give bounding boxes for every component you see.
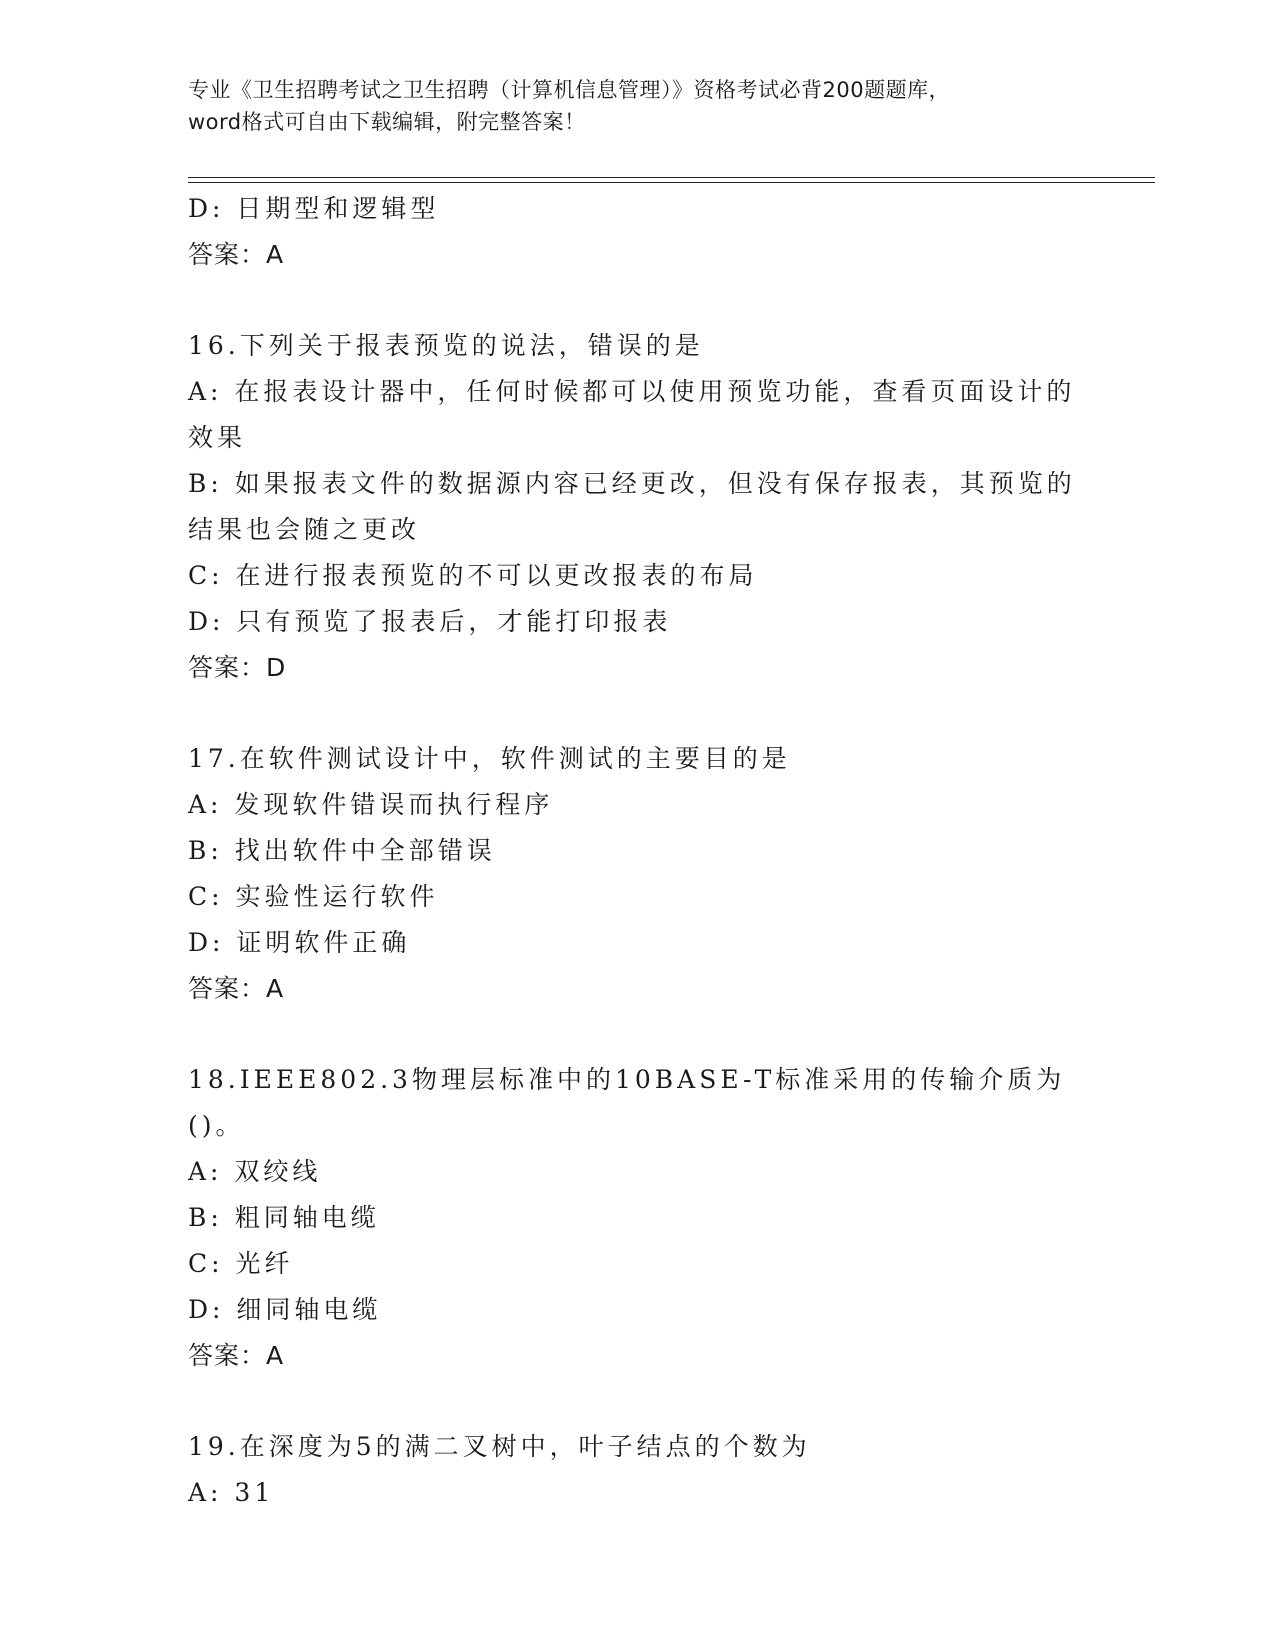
question-18 [188,1057,1088,1379]
option-a: A: 发现软件错误而执行程序 [188,790,554,819]
answer: 答案：A [188,240,285,269]
option-a: A: 双绞线 [188,1157,322,1186]
option-c: C: 光纤 [188,1249,294,1278]
question-16 [188,323,1088,691]
option-a-continued: 效果 [188,423,247,452]
header-line-2: word格式可自由下载编辑，附完整答案！ [188,110,586,134]
header-rule-bottom [188,182,1155,183]
option-d: D: 细同轴电缆 [188,1295,382,1324]
question-stem: 18.IEEE802.3物理层标准中的10BASE-T标准采用的传输介质为()。 [188,1065,1066,1140]
option-b: B: 如果报表文件的数据源内容已经更改，但没有保存报表，其预览的 [188,469,1076,498]
question-17 [188,736,1088,1012]
option-d: D: 只有预览了报表后，才能打印报表 [188,607,672,636]
answer: 答案：A [188,974,285,1003]
question-content [188,186,1088,1516]
option-b: B: 找出软件中全部错误 [188,836,496,865]
option-d: D: 日期型和逻辑型 [188,194,440,223]
question-19 [188,1424,1088,1516]
option-c: C: 实验性运行软件 [188,882,439,911]
question-stem: 17.在软件测试设计中，软件测试的主要目的是 [188,744,791,773]
option-b-continued: 结果也会随之更改 [188,515,421,544]
option-d: D: 证明软件正确 [188,928,411,957]
option-a: A: 在报表设计器中，任何时候都可以使用预览功能，查看页面设计的 [188,377,1076,406]
option-a: A: 31 [188,1478,275,1507]
question-15-tail [188,186,1088,278]
header-rule-top [188,177,1155,178]
header-line-1: 专业《卫生招聘考试之卫生招聘（计算机信息管理）》资格考试必背200题题库， [188,78,951,102]
answer: 答案：A [188,1341,285,1370]
answer: 答案：D [188,653,287,682]
question-stem: 19.在深度为5的满二叉树中，叶子结点的个数为 [188,1432,811,1461]
option-b: B: 粗同轴电缆 [188,1203,380,1232]
question-stem: 16.下列关于报表预览的说法，错误的是 [188,331,704,360]
option-c: C: 在进行报表预览的不可以更改报表的布局 [188,561,758,590]
page-header [188,74,1088,138]
